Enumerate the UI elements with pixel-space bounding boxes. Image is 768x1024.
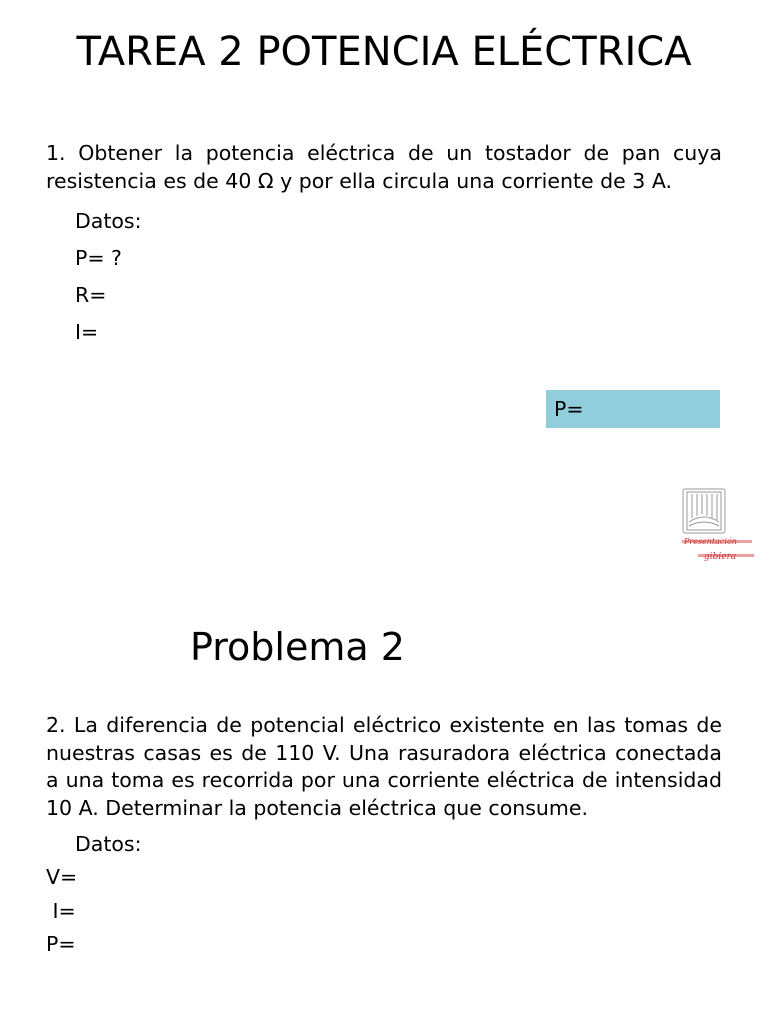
problem2-data-v: V= <box>46 865 78 889</box>
problem2-statement: 2. La diferencia de potencial eléctrico existente en las tomas de nuestras casas es de 110 V. Una rasuradora eléctrica conectada a una toma es recorrida por una corriente eléctrica de intensidad 10 A. Determinar la potencia eléctrica que consume. <box>46 713 722 820</box>
watermark-text-2: gibiera <box>704 552 737 562</box>
problem2-data-p: P= <box>46 932 76 956</box>
problem1-statement: 1. Obtener la potencia eléctrica de un tostador de pan cuya resistencia es de 40 Ω y por ella circula una corriente de 3 A. <box>46 141 722 193</box>
problem2-heading: Problema 2 <box>190 625 405 669</box>
answer-label: P= <box>554 397 584 421</box>
problem1-data-i: I= <box>75 320 99 344</box>
problem1-datos-label: Datos: <box>75 209 142 233</box>
answer-box <box>546 390 720 428</box>
problem2-data-i: I= <box>46 899 76 923</box>
problem1-data-p: P= ? <box>75 246 122 270</box>
problem2-datos-label: Datos: <box>75 832 142 856</box>
problem1-data-r: R= <box>75 283 107 307</box>
page-title: TAREA 2 POTENCIA ELÉCTRICA <box>76 29 692 75</box>
watermark-text-1: Presentación <box>684 537 737 546</box>
watermark-logo <box>678 486 756 566</box>
